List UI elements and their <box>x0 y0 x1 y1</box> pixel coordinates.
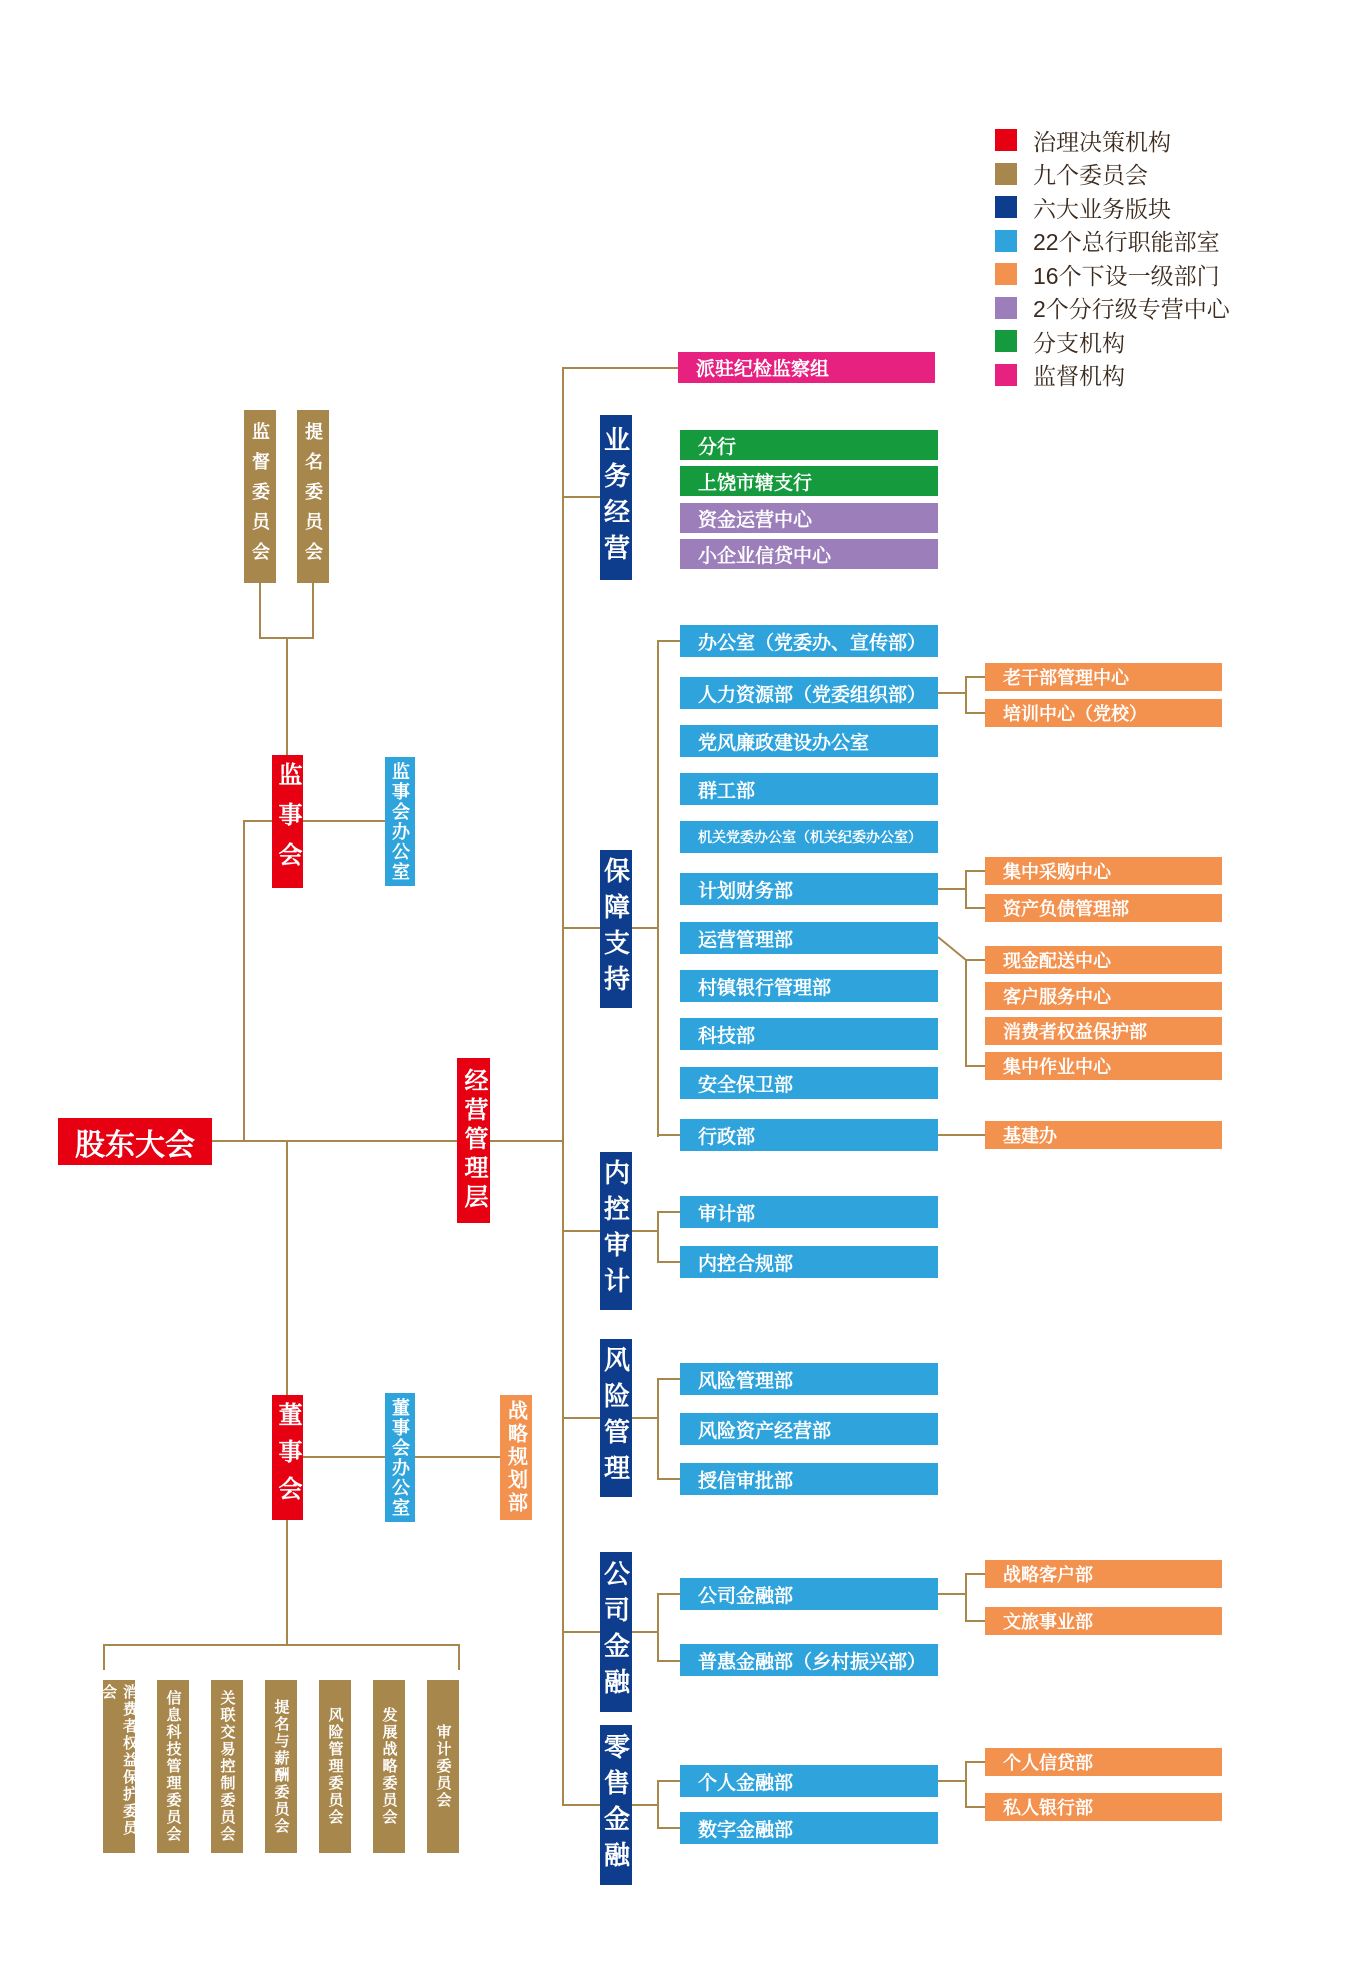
strategic-planning-dept-box: 战略规划部 <box>500 1395 532 1520</box>
connector-line <box>657 1261 680 1263</box>
board-committee-box: 审计委员会 <box>427 1680 459 1853</box>
legend-item <box>995 195 1171 222</box>
dept-box: 安全保卫部 <box>680 1067 938 1099</box>
connector-line <box>938 1593 966 1595</box>
dept-box: 个人金融部 <box>680 1765 938 1797</box>
legend-label: 分支机构 <box>1033 329 1125 356</box>
connector-line <box>415 1456 500 1458</box>
connector-line <box>632 1631 658 1633</box>
connector-line <box>562 927 600 929</box>
legend-label: 监督机构 <box>1033 363 1125 389</box>
connector-line <box>312 583 314 639</box>
supervisory-board-box: 监事会 <box>272 755 303 888</box>
legend-swatch-icon <box>995 297 1017 319</box>
connector-line <box>103 1644 105 1670</box>
sub-dept-box: 消费者权益保护部 <box>985 1017 1222 1045</box>
board-committee-box: 关联交易控制委员会 <box>211 1680 243 1853</box>
section-header-internal-audit: 内控审计 <box>600 1152 632 1310</box>
connector-line <box>938 1780 966 1782</box>
dept-box: 审计部 <box>680 1196 938 1228</box>
sub-dept-box: 私人银行部 <box>985 1793 1222 1821</box>
connector-line <box>965 1761 985 1763</box>
dept-box: 风险资产经营部 <box>680 1413 938 1445</box>
connector-line <box>632 927 658 929</box>
connector-line <box>965 959 985 961</box>
legend-swatch-icon <box>995 230 1017 252</box>
connector-line <box>562 367 678 369</box>
connector-line <box>657 640 680 642</box>
shareholders-meeting-box: 股东大会 <box>58 1118 212 1165</box>
connector-line <box>303 1456 385 1458</box>
dept-box: 科技部 <box>680 1018 938 1050</box>
connector-line <box>965 1573 967 1622</box>
legend-swatch-icon <box>995 129 1017 151</box>
legend-item <box>995 128 1171 155</box>
dept-box: 人力资源部（党委组织部） <box>680 677 938 709</box>
management-layer-box: 经营管理层 <box>457 1058 490 1223</box>
connector-line <box>286 1520 288 1646</box>
connector-line <box>243 820 272 822</box>
legend-swatch-icon <box>995 163 1017 185</box>
legend-label: 六大业务版块 <box>1033 195 1171 222</box>
connector-line <box>965 676 985 678</box>
connector-line <box>965 1065 985 1067</box>
connector-line <box>632 1417 658 1419</box>
sub-dept-box: 现金配送中心 <box>985 946 1222 974</box>
connector-line <box>965 1573 985 1575</box>
connector-line <box>965 1620 985 1622</box>
section-header-risk: 风险管理 <box>600 1339 632 1497</box>
connector-line <box>657 1211 659 1263</box>
dept-box: 党风廉政建设办公室 <box>680 725 938 757</box>
connector-line <box>965 1761 967 1808</box>
sub-dept-box: 培训中心（党校） <box>985 699 1222 727</box>
legend-label: 2个分行级专营中心 <box>1033 296 1230 322</box>
dept-box: 行政部 <box>680 1119 938 1151</box>
legend-swatch-icon <box>995 263 1017 285</box>
connector-line <box>212 1140 563 1142</box>
board-committee-box: 风险管理委员会 <box>319 1680 351 1853</box>
legend-swatch-icon <box>995 330 1017 352</box>
connector-line <box>657 1211 680 1213</box>
connector-line <box>657 1593 680 1595</box>
dept-box: 普惠金融部（乡村振兴部） <box>680 1644 938 1676</box>
board-of-directors-box: 董事会 <box>272 1395 303 1520</box>
branch-box: 上饶市辖支行 <box>680 466 938 496</box>
connector-line <box>562 1804 600 1806</box>
connector-line <box>286 1140 288 1397</box>
legend-item <box>995 229 1220 253</box>
connector-line <box>938 692 966 694</box>
board-committee-box: 消费者权益保护委员会 <box>103 1680 135 1853</box>
connector-line <box>965 870 985 872</box>
legend-label: 九个委员会 <box>1033 162 1148 188</box>
connector-line <box>657 1378 680 1380</box>
sub-dept-box: 客户服务中心 <box>985 982 1222 1010</box>
connector-line <box>562 367 564 1806</box>
dept-box: 内控合规部 <box>680 1246 938 1278</box>
connector-line <box>965 676 967 714</box>
discipline-inspection-group-box: 派驻纪检监察组 <box>678 352 935 383</box>
connector-line <box>458 1644 460 1670</box>
connector-line <box>965 870 967 909</box>
sub-dept-box: 个人信贷部 <box>985 1748 1222 1776</box>
connector-line <box>632 1230 658 1232</box>
sub-dept-box: 老干部管理中心 <box>985 663 1222 691</box>
dept-box: 村镇银行管理部 <box>680 970 938 1002</box>
connector-diagonal <box>936 935 968 963</box>
section-header-corporate-finance: 公司金融 <box>600 1552 632 1712</box>
connector-line <box>632 1804 658 1806</box>
connector-line <box>657 1134 680 1136</box>
legend-label: 16个下设一级部门 <box>1033 262 1220 289</box>
dept-box: 公司金融部 <box>680 1578 938 1610</box>
connector-line <box>259 583 261 639</box>
sub-dept-box: 战略客户部 <box>985 1560 1222 1588</box>
sub-dept-box: 集中作业中心 <box>985 1052 1222 1080</box>
connector-line <box>657 1780 680 1782</box>
sub-dept-box: 集中采购中心 <box>985 857 1222 885</box>
legend-item <box>995 296 1230 320</box>
legend-item <box>995 329 1125 356</box>
nomination-committee-box: 提名委员会 <box>297 410 329 583</box>
board-committee-box: 发展战略委员会 <box>373 1680 405 1853</box>
board-office-box: 董事会办公室 <box>385 1393 415 1522</box>
connector-line <box>103 1644 460 1646</box>
dept-box: 机关党委办公室（机关纪委办公室） <box>680 821 938 853</box>
legend-swatch-icon <box>995 196 1017 218</box>
connector-line <box>938 888 966 890</box>
connector-line <box>657 1478 680 1480</box>
dept-box: 办公室（党委办、宣传部） <box>680 625 938 657</box>
connector-line <box>965 959 967 1067</box>
connector-line <box>562 496 600 498</box>
section-header-business-operation: 业务经营 <box>600 415 632 580</box>
board-committee-box: 信息科技管理委员会 <box>157 1680 189 1853</box>
supervisory-committee-box: 监督委员会 <box>244 410 276 583</box>
connector-line <box>657 1378 659 1480</box>
connector-line <box>657 640 659 1137</box>
connector-line <box>286 639 288 757</box>
connector-line <box>938 1134 985 1136</box>
connector-line <box>562 1631 600 1633</box>
legend-swatch-icon <box>995 364 1017 386</box>
connector-line <box>303 820 385 822</box>
dept-box: 计划财务部 <box>680 873 938 905</box>
branch-box: 分行 <box>680 430 938 460</box>
legend-item <box>995 262 1220 289</box>
dept-box: 数字金融部 <box>680 1812 938 1844</box>
connector-line <box>243 820 245 1142</box>
connector-line <box>657 1780 659 1829</box>
dept-box: 运营管理部 <box>680 922 938 954</box>
section-header-support: 保障支持 <box>600 850 632 1008</box>
legend-label: 治理决策机构 <box>1033 128 1171 155</box>
dept-box: 授信审批部 <box>680 1463 938 1495</box>
sub-dept-box: 基建办 <box>985 1121 1222 1149</box>
center-box: 小企业信贷中心 <box>680 539 938 569</box>
connector-line <box>965 907 985 909</box>
sub-dept-box: 资产负债管理部 <box>985 894 1222 922</box>
connector-line <box>562 1417 600 1419</box>
connector-line <box>657 1660 680 1662</box>
connector-line <box>562 1230 600 1232</box>
legend-item <box>995 363 1125 387</box>
section-header-retail-finance: 零售金融 <box>600 1725 632 1885</box>
connector-line <box>965 1806 985 1808</box>
center-box: 资金运营中心 <box>680 503 938 533</box>
connector-line <box>657 1593 659 1662</box>
board-committee-box: 提名与薪酬委员会 <box>265 1680 297 1853</box>
dept-box: 群工部 <box>680 773 938 805</box>
dept-box: 风险管理部 <box>680 1363 938 1395</box>
sub-dept-box: 文旅事业部 <box>985 1607 1222 1635</box>
legend-item <box>995 162 1148 186</box>
legend-label: 22个总行职能部室 <box>1033 229 1220 255</box>
supervisory-board-office-box: 监事会办公室 <box>385 757 415 886</box>
connector-line <box>657 1827 680 1829</box>
legend <box>995 128 1325 408</box>
connector-line <box>965 712 985 714</box>
